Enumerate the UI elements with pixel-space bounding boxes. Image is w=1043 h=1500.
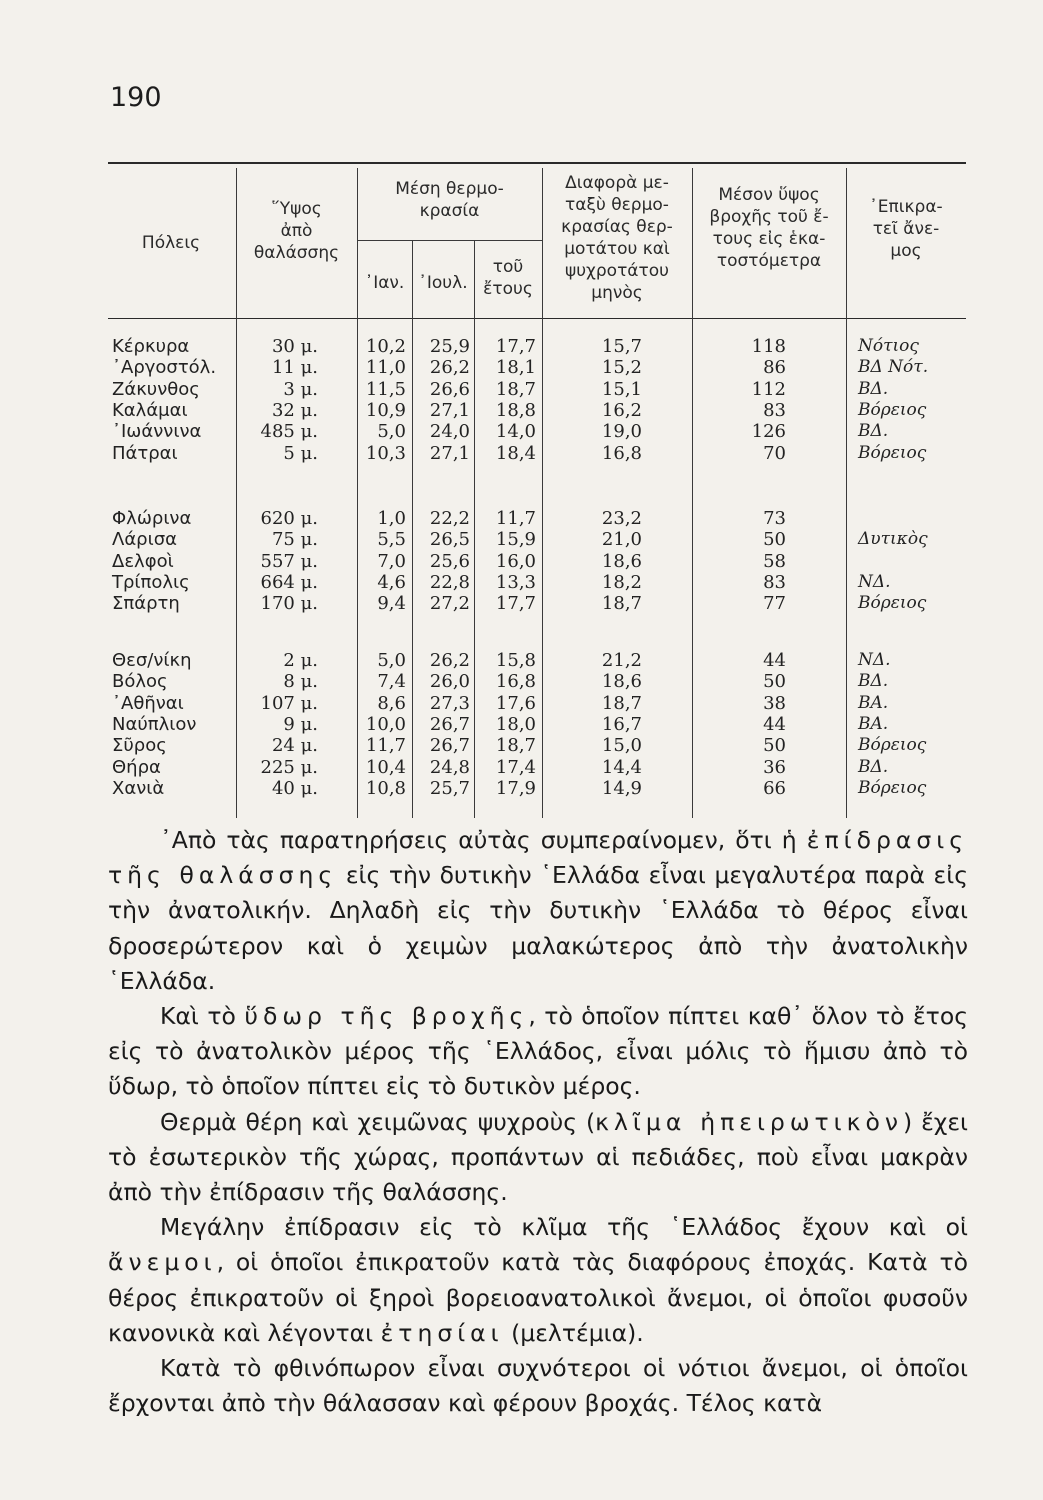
cell-rain: 86 (763, 357, 786, 379)
cell-jan: 5,0 (377, 650, 406, 671)
cell-year: 18,0 (495, 713, 536, 735)
paragraph-continental-climate (108, 1105, 968, 1211)
cell-city: Φλώρινα (112, 508, 192, 529)
cell-wind: ΒΑ. (858, 692, 889, 713)
cell-year: 18,8 (495, 399, 536, 421)
emphasis-spaced: ἐτησίαι (380, 1318, 504, 1347)
cell-jul: 25,6 (429, 550, 470, 572)
cell-wind: Βόρειος (858, 593, 927, 614)
cell-diff: 18,7 (601, 692, 642, 714)
cell-year: 17,4 (495, 756, 536, 778)
paragraph-sea-influence (108, 823, 968, 999)
cell-diff: 16,2 (601, 399, 642, 421)
cell-city: Πάτραι (112, 442, 178, 464)
cell-diff: 16,8 (601, 442, 642, 464)
emphasis-spaced: κλῖμα ἠπειρωτικὸν (595, 1107, 903, 1136)
cell-rain: 50 (763, 671, 786, 693)
cell-diff: 19,0 (601, 421, 642, 443)
cell-city: Δελφοὶ (112, 550, 174, 572)
cell-year: 18,1 (495, 357, 536, 379)
cell-year: 18,4 (495, 442, 536, 464)
cell-jan: 1,0 (377, 508, 406, 529)
cell-rain: 73 (763, 508, 786, 529)
cell-alt: 485 μ. (260, 421, 318, 443)
cell-jan: 4,6 (377, 571, 406, 593)
cell-alt: 170 μ. (260, 593, 318, 615)
cell-jul: 26,7 (429, 735, 470, 757)
cell-jan: 7,4 (377, 671, 406, 693)
text-run: ) ἔχει τὸ ἐσωτερικὸν τῆς χώρας, προπάντων αἱ πεδιάδες, ποὺ εἶναι μακρὰν ἀπὸ τὴν ἐπίδρασιν τῆς θαλάσσης. (108, 1107, 969, 1207)
cell-jul: 25,9 (429, 336, 470, 357)
cell-city: Λάρισα (112, 529, 177, 551)
cell-rain: 112 (751, 378, 786, 400)
cell-diff: 15,2 (601, 357, 642, 379)
cell-jan: 8,6 (377, 692, 406, 714)
emphasis-spaced: ἐπίδρασις τῆς θαλάσσης (108, 826, 968, 890)
cell-diff: 23,2 (601, 508, 642, 529)
cell-year: 17,7 (495, 336, 536, 357)
header-jul: ᾿Ιουλ. (418, 273, 468, 293)
cell-rain: 58 (763, 550, 786, 572)
paragraph-rainfall (108, 999, 968, 1105)
cell-jul: 26,2 (429, 650, 470, 671)
text-run: Κατὰ τὸ φθινόπωρον εἶναι συχνότεροι οἱ νότιοι ἄνεμοι, οἱ ὁποῖοι ἔρχονται ἀπὸ τὴν θάλασσαν καὶ φέρουν βροχάς. Τέλος κατὰ (108, 1354, 968, 1418)
cell-city: ᾿Αργοστόλ. (112, 357, 217, 379)
cell-wind: ΒΔ. (858, 378, 889, 399)
cell-wind: ΒΔ Νότ. (858, 357, 929, 378)
cell-alt: 225 μ. (260, 756, 318, 778)
cell-jul: 27,2 (429, 593, 470, 615)
cell-jul: 27,1 (429, 399, 470, 421)
header-jan: ᾿Ιαν. (364, 273, 405, 293)
header-mean-temp: Μέση θερμο- κρασία (395, 179, 504, 221)
cell-city: Χανιὰ (112, 777, 165, 799)
cell-jan: 10,3 (365, 442, 406, 464)
cell-wind: Νότιος (858, 336, 919, 356)
cell-diff: 21,2 (601, 650, 642, 671)
cell-alt: 664 μ. (260, 571, 318, 593)
cell-city: Ναύπλιον (112, 713, 197, 735)
cell-diff: 14,4 (601, 756, 642, 778)
cell-diff: 15,7 (601, 336, 642, 357)
emphasis-spaced: ὕδωρ τῆς βροχῆς (244, 1002, 529, 1031)
cell-alt: 107 μ. (260, 692, 318, 714)
cell-alt: 5 μ. (283, 442, 318, 464)
cell-wind: ΒΔ. (858, 756, 889, 777)
cell-city: Ζάκυνθος (112, 378, 200, 400)
cell-jan: 11,5 (365, 378, 406, 400)
cell-year: 15,8 (495, 650, 536, 671)
cell-rain: 118 (751, 336, 786, 357)
cell-diff: 14,9 (601, 777, 642, 799)
cell-wind: ΒΑ. (858, 713, 889, 734)
header-rainfall: Μέσον ὕψος βροχῆς τοῦ ἔ- τους εἰς ἑκα- τοστόμετρα (709, 185, 829, 271)
cell-jan: 10,4 (365, 756, 406, 778)
cell-rain: 66 (763, 777, 786, 799)
text-run: ᾿Απὸ τὰς παρατηρήσεις αὐτὰς συμπεραίνομεν, ὅτι ἡ (160, 826, 807, 854)
cell-jul: 26,7 (429, 713, 470, 735)
cell-rain: 36 (763, 756, 786, 778)
cell-jul: 26,0 (429, 671, 470, 693)
header-prevailing-wind: ᾿Επικρα- τεῖ ἄνε- μος (869, 197, 943, 261)
cell-diff: 16,7 (601, 713, 642, 735)
cell-alt: 2 μ. (283, 650, 318, 671)
text-run: Καὶ τὸ (160, 1002, 245, 1031)
cell-city: Σπάρτη (112, 593, 180, 615)
cell-rain: 70 (763, 442, 786, 464)
cell-year: 11,7 (495, 508, 536, 529)
cell-jul: 22,2 (429, 508, 470, 529)
cell-rain: 44 (763, 713, 786, 735)
cell-wind: Βόρειος (858, 399, 927, 420)
cell-jul: 26,2 (429, 357, 470, 379)
col-separator (846, 168, 847, 818)
cell-wind: Βόρειος (858, 777, 927, 798)
cell-rain: 77 (763, 593, 786, 615)
cell-rain: 50 (763, 735, 786, 757)
cell-city: Θεσ/νίκη (112, 650, 192, 671)
table-top-rule (108, 162, 966, 164)
cell-year: 14,0 (495, 421, 536, 443)
cell-alt: 75 μ. (271, 529, 318, 551)
cell-wind: Δυτικὸς (858, 529, 928, 550)
cell-wind: Βόρειος (858, 442, 927, 463)
cell-alt: 32 μ. (271, 399, 318, 421)
text-run: εἰς τὴν δυτικὴν ῾Ελλάδα εἶναι μεγαλυτέρα παρὰ εἰς τὴν ἀνατολικήν. Δηλαδὴ εἰς τὴν δυτικὴν ῾Ελλάδα τὸ θέρος εἶναι δροσερώτερον καὶ ὁ χειμὼν μαλακώτερος ἀπὸ τὴν ἀνατολικὴν ῾Ελλάδα. (108, 861, 968, 995)
header-year: τοῦ ἔτους (483, 257, 533, 299)
cell-jul: 27,3 (429, 692, 470, 714)
cell-jul: 24,0 (429, 421, 470, 443)
cell-jan: 9,4 (377, 593, 406, 615)
cell-jul: 22,8 (429, 571, 470, 593)
cell-rain: 38 (763, 692, 786, 714)
cell-alt: 24 μ. (271, 735, 318, 757)
cell-year: 16,0 (495, 550, 536, 572)
cell-city: ᾿Αθῆναι (112, 692, 184, 714)
cell-rain: 83 (763, 571, 786, 593)
cell-alt: 620 μ. (260, 508, 318, 529)
cell-year: 16,8 (495, 671, 536, 693)
cell-jul: 26,6 (429, 378, 470, 400)
emphasis-spaced: ἄνεμοι (108, 1248, 217, 1277)
text-run: , τὸ ὁποῖον πίπτει καθ᾿ ὅλον τὸ ἔτος εἰς τὸ ἀνατολικὸν μέρος τῆς ῾Ελλάδος, εἶναι μόλις τὸ ἥμισυ ἀπὸ τὸ ὕδωρ, τὸ ὁποῖον πίπτει εἰς τὸ δυτικὸν μέρος. (108, 1002, 968, 1101)
body-text (108, 823, 968, 1421)
cell-city: Καλάμαι (112, 399, 188, 421)
cell-jul: 27,1 (429, 442, 470, 464)
cell-diff: 15,1 (601, 378, 642, 400)
cell-diff: 18,6 (601, 671, 642, 693)
cell-diff: 21,0 (601, 529, 642, 551)
cell-jul: 26,5 (429, 529, 470, 551)
page-number: 190 (110, 82, 162, 113)
text-run: , οἱ ὁποῖοι ἐπικρατοῦν κατὰ τὰς διαφόρους ἐποχάς. Κατὰ τὸ θέρος ἐπικρατοῦν οἱ ξηροὶ βορειοανατολικοὶ ἄνεμοι, οἱ ὁποῖοι φυσοῦν κανονικὰ καὶ λέγονται (108, 1248, 968, 1347)
text-run: Θερμὰ θέρη καὶ χειμῶνας ψυχροὺς ( (160, 1107, 596, 1136)
cell-jan: 5,0 (377, 421, 406, 443)
paragraph-winds (108, 1210, 968, 1351)
cell-diff: 18,7 (601, 593, 642, 615)
cell-rain: 83 (763, 399, 786, 421)
cell-jul: 24,8 (429, 756, 470, 778)
cell-jan: 10,8 (365, 777, 406, 799)
cell-alt: 8 μ. (283, 671, 318, 693)
cell-year: 18,7 (495, 735, 536, 757)
paragraph-autumn (108, 1351, 968, 1421)
cell-year: 18,7 (495, 378, 536, 400)
cell-rain: 50 (763, 529, 786, 551)
cell-wind: Βόρειος (858, 735, 927, 756)
text-run: Μεγάλην ἐπίδρασιν εἰς τὸ κλῖμα τῆς ῾Ελλάδος ἔχουν καὶ οἱ (160, 1213, 968, 1242)
cell-city: Βόλος (112, 671, 168, 693)
subheader-rule (357, 240, 542, 241)
cell-jan: 11,0 (365, 357, 406, 379)
cell-jan: 11,7 (365, 735, 406, 757)
cell-city: Σῦρος (112, 735, 167, 757)
cell-city: ᾿Ιωάννινα (112, 421, 202, 443)
cell-city: Θήρα (112, 756, 161, 778)
cell-diff: 18,2 (601, 571, 642, 593)
cell-wind: ΒΔ. (858, 421, 889, 442)
cell-wind: ΝΔ. (858, 650, 891, 670)
header-temp-diff: Διαφορὰ με- ταξὺ θερμο- κρασίας θερ- μοτάτου καὶ ψυχροτάτου μηνὸς (561, 173, 673, 303)
cell-jul: 25,7 (429, 777, 470, 799)
cell-year: 13,3 (495, 571, 536, 593)
cell-rain: 44 (763, 650, 786, 671)
text-run: (μελτέμια). (503, 1318, 644, 1347)
cell-year: 15,9 (495, 529, 536, 551)
header-city: Πόλεις (141, 233, 201, 253)
cell-year: 17,9 (495, 777, 536, 799)
cell-diff: 18,6 (601, 550, 642, 572)
cell-city: Κέρκυρα (112, 336, 190, 357)
cell-alt: 3 μ. (283, 378, 318, 400)
cell-alt: 9 μ. (283, 713, 318, 735)
cell-jan: 10,9 (365, 399, 406, 421)
cell-jan: 7,0 (377, 550, 406, 572)
cell-alt: 30 μ. (271, 336, 318, 357)
cell-diff: 15,0 (601, 735, 642, 757)
cell-year: 17,6 (495, 692, 536, 714)
cell-alt: 40 μ. (271, 777, 318, 799)
cell-jan: 10,2 (365, 336, 406, 357)
cell-year: 17,7 (495, 593, 536, 615)
cell-jan: 5,5 (377, 529, 406, 551)
cell-jan: 10,0 (365, 713, 406, 735)
cell-wind: ΝΔ. (858, 571, 891, 592)
header-altitude: ῞Υψος ἀπὸ θαλάσσης (253, 199, 340, 263)
cell-alt: 557 μ. (260, 550, 318, 572)
cell-alt: 11 μ. (271, 357, 318, 379)
cell-wind: ΒΔ. (858, 671, 889, 692)
cell-city: Τρίπολις (112, 571, 190, 593)
cell-rain: 126 (751, 421, 786, 443)
